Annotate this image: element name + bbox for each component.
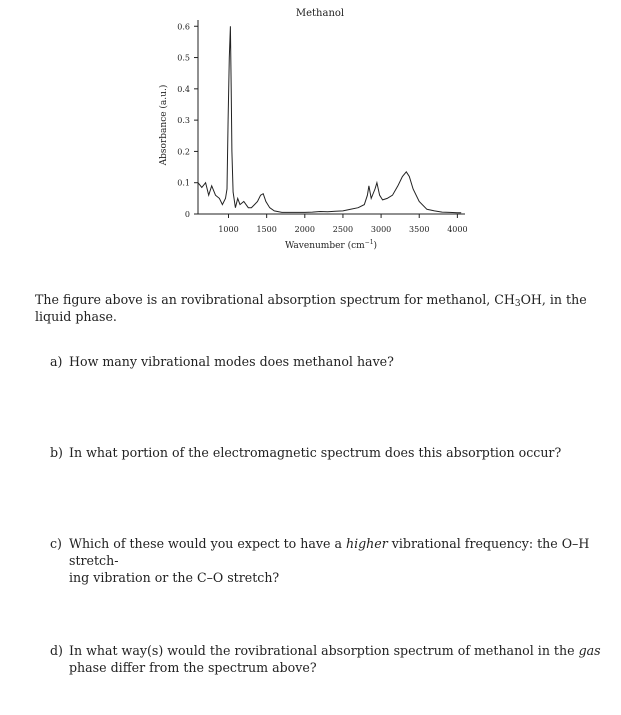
x-axis-label-close: ) [373,241,378,251]
question-c [50,535,617,586]
x-tick-label: 2500 [332,225,354,234]
x-tick-label: 2000 [294,225,315,234]
y-axis-label: Absorbance (a.u.) [159,84,169,166]
question-c-text-rest: vibrational frequency: the O–H stretch- [69,536,590,568]
x-tick-label: 3500 [409,225,430,234]
question-a-text: How many vibrational modes does methanol have? [69,354,394,369]
question-a-letter: a) [50,354,63,369]
y-tick-label: 0.1 [177,178,190,188]
y-ticks [177,22,198,219]
question-b-text: In what portion of the electromagnetic spectrum does this absorption occur? [69,445,562,460]
y-tick-label: 0.5 [177,53,190,63]
question-c-text: Which of these would you expect to have a [69,536,346,551]
question-d-text: In what way(s) would the rovibrational absorption spectrum of methanol in the [69,643,579,658]
y-tick-label: 0.2 [177,147,190,157]
question-d-text-rest: phase differ from the spectrum above? [69,660,317,675]
y-tick-label: 0.3 [177,116,190,126]
question-d-emphasis: gas [578,643,601,658]
question-c-text-line2: ing vibration or the C–O stretch? [69,570,280,585]
y-tick-label: 0 [184,210,190,219]
intro-paragraph [35,291,595,325]
intro-text-end: OH, in the liquid phase. [35,292,587,324]
y-tick-label: 0.4 [177,84,190,94]
question-d [50,642,617,676]
intro-subscript: 3 [514,299,521,309]
question-a [50,353,617,370]
x-tick-label: 1500 [256,225,277,234]
y-tick-label: 0.6 [177,22,190,32]
x-tick-label: 3000 [370,225,392,234]
question-b-letter: b) [50,445,63,460]
x-axis-label-superscript: −1 [364,239,374,246]
x-axis-label-text: Wavenumber (cm [284,241,365,251]
x-tick-label: 4000 [447,225,468,234]
question-c-emphasis: higher [345,536,388,551]
question-c-letter: c) [50,536,62,551]
x-tick-label: 1000 [218,225,239,234]
spectrum-line [198,26,461,212]
spectrum-figure [0,0,621,270]
question-d-letter: d) [50,643,63,658]
intro-text: The figure above is an rovibrational absorption spectrum for methanol, CH [35,292,515,307]
chart-title: Methanol [295,8,345,19]
x-axis-label [285,239,377,251]
question-b [50,444,617,461]
x-ticks [218,214,467,234]
